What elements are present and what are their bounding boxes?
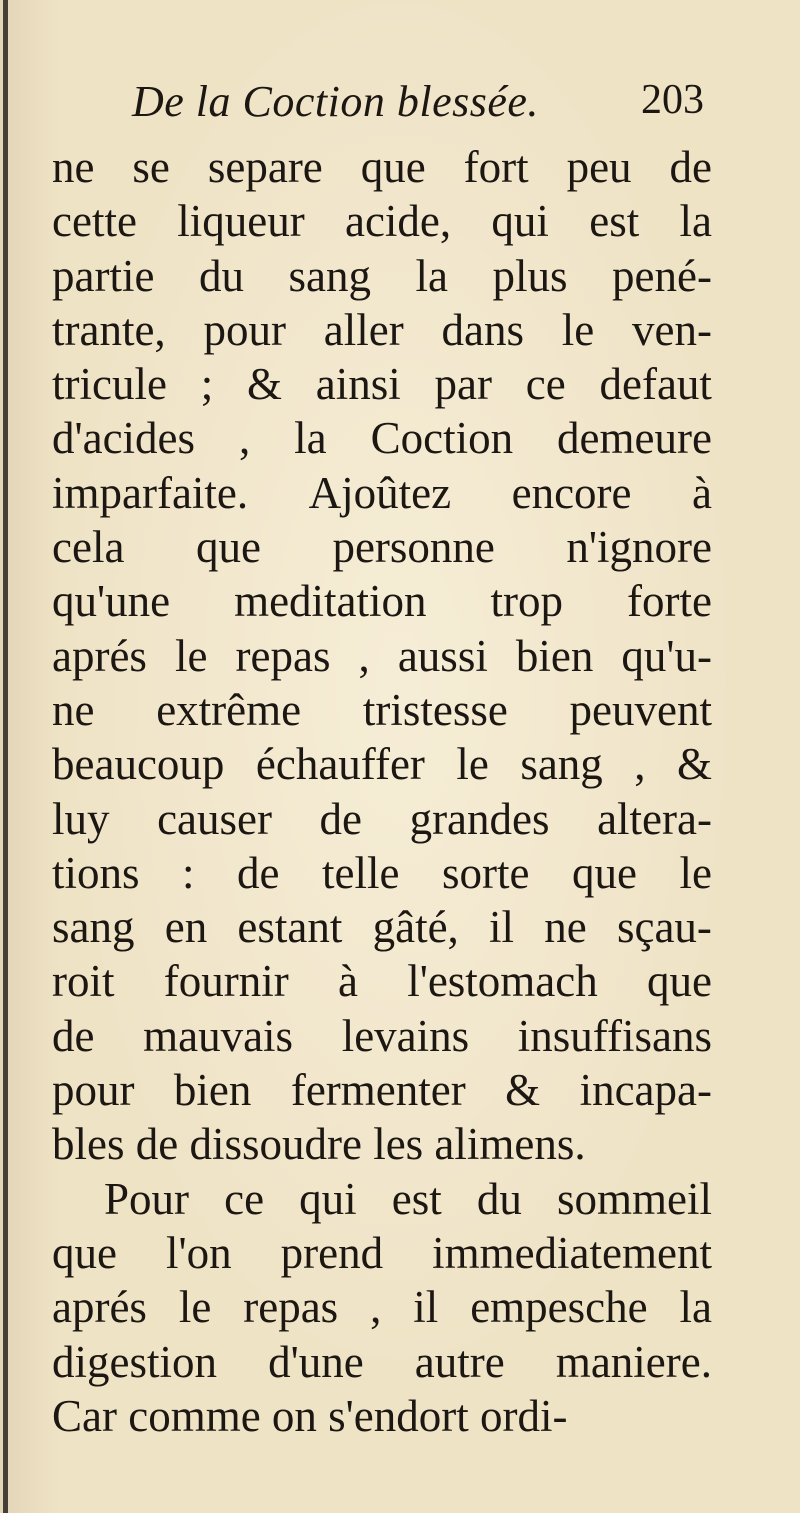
word: meditation — [234, 576, 427, 627]
word: que — [571, 847, 637, 898]
text-line — [52, 140, 712, 194]
running-head-title: De la Coction blessée. — [132, 77, 539, 126]
word: fort — [463, 142, 529, 192]
text-line — [52, 1009, 712, 1063]
word: grandes — [409, 793, 550, 844]
word: telle — [322, 847, 400, 898]
word: qu'u- — [621, 630, 712, 681]
word: en — [164, 902, 208, 953]
word: il — [413, 1282, 439, 1333]
text-line — [52, 954, 712, 1008]
word: le — [561, 304, 595, 355]
text-line — [52, 1063, 712, 1117]
running-head — [52, 72, 712, 140]
word: pour — [52, 1065, 135, 1116]
word: du — [198, 250, 244, 301]
text-line: Car comme on s'endort ordi- — [52, 1390, 568, 1441]
word: de — [237, 847, 280, 898]
text-line — [52, 683, 712, 737]
word: bien — [515, 630, 594, 681]
word: d'acides — [52, 413, 196, 464]
word: separe — [207, 142, 323, 192]
word: dans — [441, 304, 524, 355]
text-line — [52, 737, 712, 791]
word: forte — [627, 576, 712, 627]
word: roit — [52, 956, 115, 1007]
word: Ajoûtez — [308, 467, 452, 518]
word: repas — [235, 630, 331, 681]
word: & — [676, 739, 712, 790]
word: tions — [52, 847, 140, 898]
text-line — [52, 1172, 712, 1226]
text-line — [52, 520, 712, 574]
word: de — [669, 142, 712, 192]
word: , — [238, 413, 251, 464]
word: à — [692, 467, 712, 518]
word: tristesse — [362, 684, 508, 735]
word: Coction — [370, 413, 514, 464]
word: autre — [414, 1336, 505, 1387]
word: est — [589, 196, 640, 247]
word: plus — [492, 250, 568, 301]
word: bien — [173, 1065, 252, 1116]
word: pour — [203, 304, 286, 355]
text-line — [52, 466, 712, 520]
paragraph-1 — [52, 140, 712, 1172]
word: fournir — [163, 956, 289, 1007]
word: est — [391, 1173, 442, 1224]
word: maniere. — [555, 1336, 712, 1387]
word: : — [182, 847, 195, 898]
word: ne — [52, 684, 95, 735]
text-line — [52, 357, 712, 411]
word: l'on — [165, 1227, 232, 1278]
word: defaut — [599, 359, 712, 410]
word: du — [476, 1173, 522, 1224]
word: qui — [491, 196, 549, 247]
word: & — [505, 1065, 541, 1116]
text-line — [52, 411, 712, 465]
text-line — [52, 303, 712, 357]
text-line — [52, 574, 712, 628]
word: trop — [490, 576, 564, 627]
paragraph-2 — [52, 1172, 712, 1443]
word: se — [132, 142, 170, 192]
word: ce — [525, 359, 566, 410]
word: fermenter — [290, 1065, 466, 1116]
word: prend — [280, 1227, 384, 1278]
word: peuvent — [569, 684, 712, 735]
word: que — [52, 1227, 117, 1278]
word: ; — [200, 359, 214, 410]
word: que — [647, 956, 712, 1007]
word: par — [434, 359, 493, 410]
word: causer — [157, 793, 272, 844]
word: sorte — [442, 847, 530, 898]
text-line — [52, 846, 712, 900]
word: à — [337, 956, 358, 1007]
word: empesche — [470, 1282, 648, 1333]
word: trante, — [52, 304, 166, 355]
text-line: bles de dissoudre les alimens. — [52, 1119, 586, 1170]
word: digestion — [52, 1336, 217, 1387]
text-line — [52, 249, 712, 303]
word: ven- — [632, 304, 712, 355]
word: aprés — [52, 1282, 147, 1333]
word: luy — [52, 793, 110, 844]
word: le — [175, 630, 208, 681]
word: , — [358, 630, 370, 681]
text-line — [52, 1226, 712, 1280]
word: cela — [52, 522, 125, 573]
word: Pour — [104, 1173, 190, 1224]
word: la — [679, 196, 712, 247]
word: immediatement — [432, 1227, 712, 1278]
word: ne — [544, 902, 587, 953]
word: le — [679, 847, 712, 898]
word: ne — [52, 142, 95, 192]
word: aprés — [52, 630, 147, 681]
word: la — [415, 250, 448, 301]
text-line — [52, 194, 712, 248]
word: aussi — [397, 630, 488, 681]
word: le — [456, 739, 489, 790]
word: que — [360, 142, 426, 192]
word: peu — [566, 142, 632, 192]
word: repas — [243, 1282, 339, 1333]
word: il — [489, 902, 515, 953]
word: encore — [511, 467, 632, 518]
word: extrême — [156, 684, 302, 735]
binding-edge — [3, 0, 8, 1513]
word: d'une — [268, 1336, 364, 1387]
word: l'estomach — [407, 956, 598, 1007]
word: ce — [224, 1173, 265, 1224]
page-number: 203 — [641, 77, 704, 123]
word: de — [319, 793, 363, 844]
word: n'ignore — [566, 522, 712, 573]
word: personne — [332, 522, 495, 573]
word: sçau- — [616, 902, 712, 953]
word: aller — [323, 304, 404, 355]
word: ainsi — [315, 359, 401, 410]
word: le — [178, 1282, 212, 1333]
word: qu'une — [52, 576, 171, 627]
word: cette — [52, 196, 137, 247]
word: altera- — [597, 793, 712, 844]
word: levains — [341, 1010, 470, 1061]
word: la — [294, 413, 327, 464]
text-line — [52, 1280, 712, 1334]
word: beaucoup — [52, 739, 225, 790]
word: partie — [52, 250, 155, 301]
word: tricule — [52, 359, 167, 410]
text-line — [52, 792, 712, 846]
word: insuffisans — [517, 1010, 712, 1061]
text-line — [52, 900, 712, 954]
word: estant — [237, 902, 343, 953]
word: , — [634, 739, 646, 790]
book-page — [52, 72, 712, 1443]
word: sang — [520, 739, 603, 790]
word: gâté, — [372, 902, 459, 953]
word: sang — [288, 250, 371, 301]
word: , — [370, 1282, 382, 1333]
text-line — [52, 629, 712, 683]
word: que — [195, 522, 261, 573]
word: la — [679, 1282, 712, 1333]
word: acide, — [344, 196, 452, 247]
word: imparfaite. — [52, 467, 249, 518]
word: liqueur — [177, 196, 305, 247]
word: incapa- — [579, 1065, 712, 1116]
word: demeure — [557, 413, 712, 464]
word: & — [247, 359, 283, 410]
word: de — [52, 1010, 95, 1061]
text-line — [52, 1335, 712, 1389]
word: échauffer — [255, 739, 425, 790]
word: pené- — [612, 250, 712, 301]
word: qui — [299, 1173, 357, 1224]
word: sang — [52, 902, 135, 953]
word: mauvais — [143, 1010, 294, 1061]
word: sommeil — [556, 1173, 712, 1224]
